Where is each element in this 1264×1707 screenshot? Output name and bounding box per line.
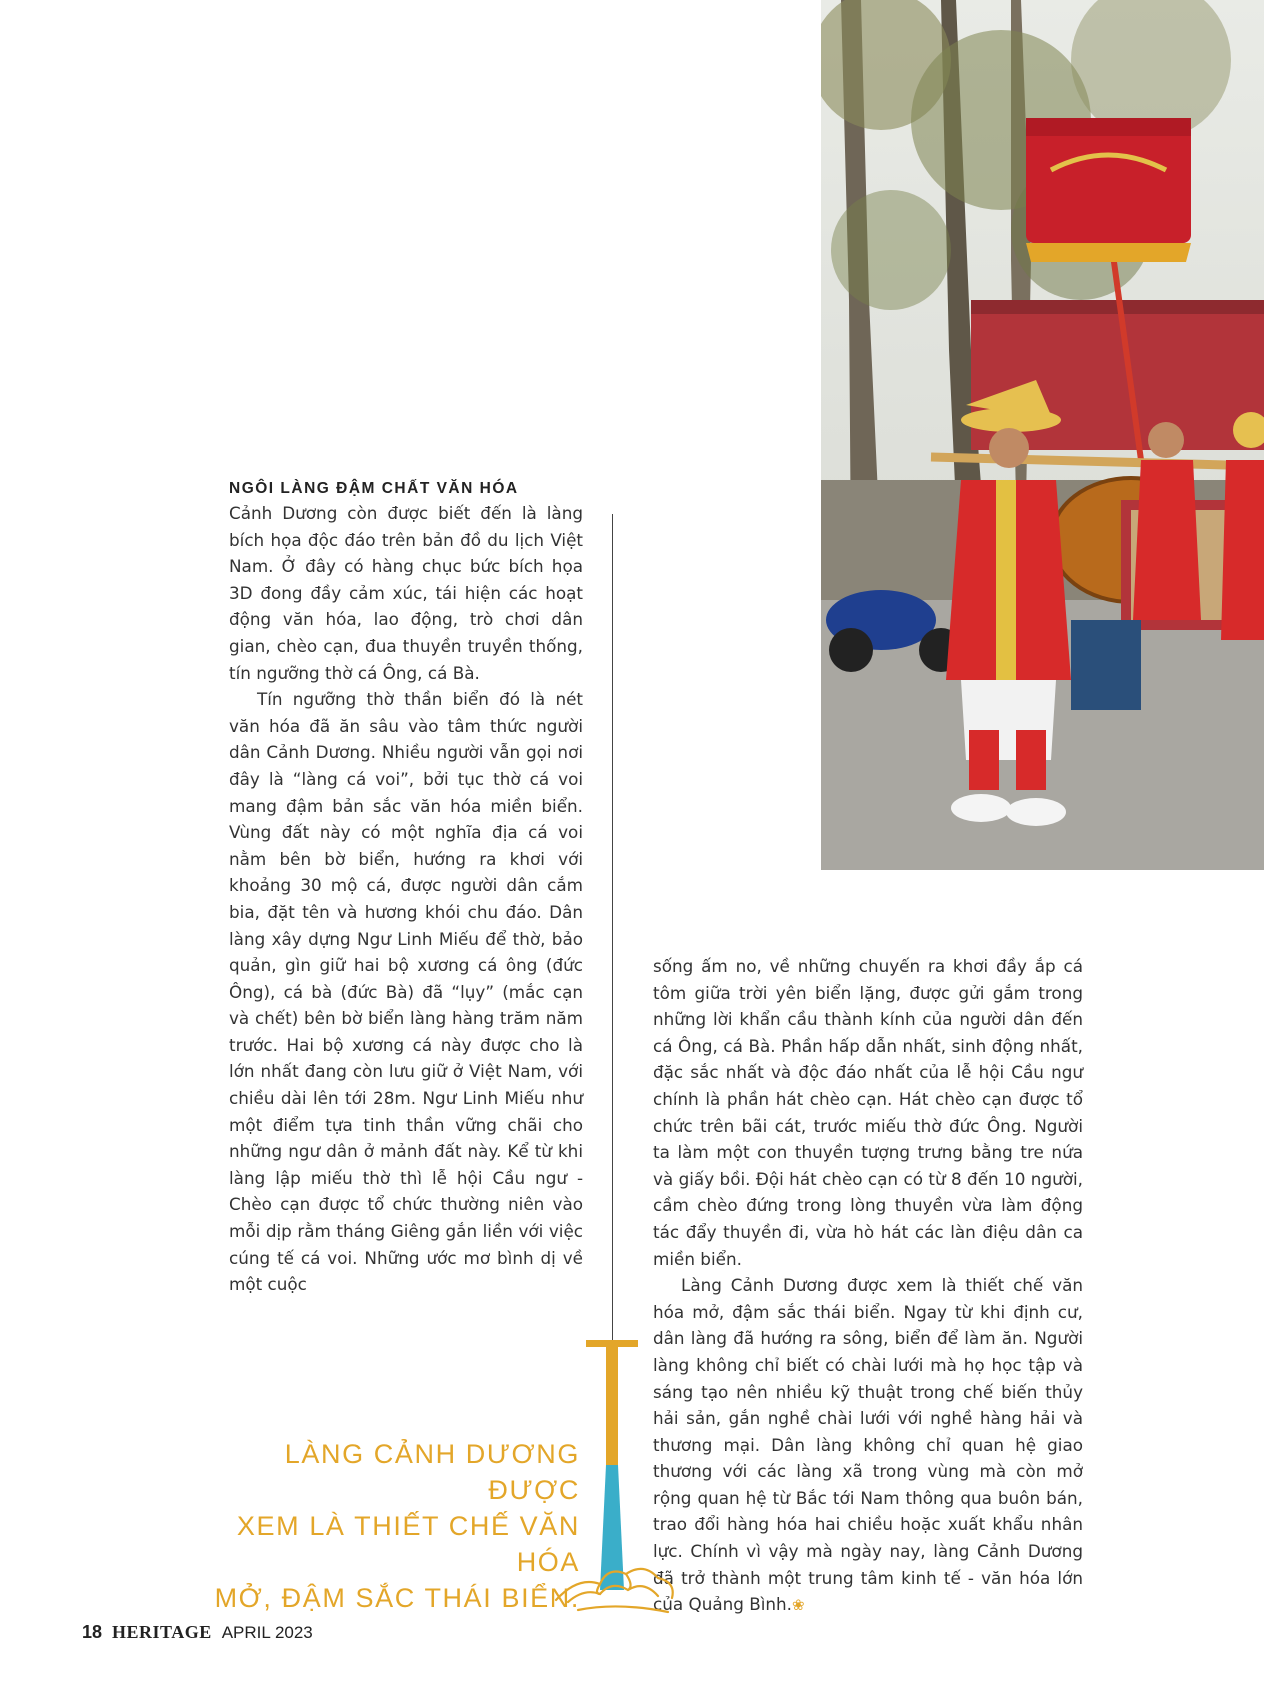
lotus-end-icon: ❀	[792, 1596, 805, 1615]
page-number: 18	[82, 1622, 103, 1642]
magazine-logo: HERITAGE	[112, 1622, 212, 1642]
pull-quote-line: MỞ, ĐẬM SẮC THÁI BIỂN.	[214, 1583, 580, 1613]
column-divider	[612, 514, 613, 1344]
procession-photo	[821, 0, 1264, 870]
pull-quote-line: XEM LÀ THIẾT CHẾ VĂN HÓA	[236, 1511, 580, 1577]
page-footer	[82, 1622, 313, 1643]
section-heading: NGÔI LÀNG ĐẬM CHẤT VĂN HÓA	[229, 480, 519, 497]
pull-quote-line: LÀNG CẢNH DƯƠNG ĐƯỢC	[284, 1439, 580, 1505]
issue-date: APRIL 2023	[221, 1623, 313, 1642]
paragraph: Tín ngưỡng thờ thần biển đó là nét văn hóa đã ăn sâu vào tâm thức người dân Cảnh Dương. Nhiều người vẫn gọi nơi đây là “làng cá voi”, bởi tục thờ cá voi mang đậm bản sắc văn hóa miền biển. Vùng đất này có một nghĩa địa cá voi nằm bên bờ biển, hướng ra khơi với khoảng 30 mộ cá, được người dân cắm bia, đặt tên và hương khói chu đáo. Dân làng xây dựng Ngư Linh Miếu để thờ, bảo quản, gìn giữ hai bộ xương cá ông (đức Ông), cá bà (đức Bà) đã “lụy” (mắc cạn và chết) bên bờ biển làng hàng trăm năm trước. Hai bộ xương cá này được cho là lớn nhất đang còn lưu giữ ở Việt Nam, với chiều dài lên tới 28m. Ngư Linh Miếu như một điểm tựa tinh thần vững chãi cho những ngư dân ở mảnh đất này. Kể từ khi làng lập miếu thờ thì lễ hội Cầu ngư - Chèo cạn được tổ chức thường niên vào mỗi dịp rằm tháng Giêng gắn liền với việc cúng tế cá voi. Những ước mơ bình dị về một cuộc	[229, 689, 583, 1295]
pull-quote	[190, 1436, 580, 1616]
left-column	[229, 500, 583, 1298]
paragraph	[653, 1272, 1083, 1619]
right-column	[653, 953, 1083, 1619]
paragraph: sống ấm no, về những chuyến ra khơi đầy ắp cá tôm giữa trời yên biển lặng, được gửi gắm trong những lời khẩn cầu thành kính của người dân đến cá Ông, cá Bà. Phần hấp dẫn nhất, sinh động nhất, đặc sắc nhất và độc đáo nhất của lễ hội Cầu ngư chính là phần hát chèo cạn. Hát chèo cạn được tổ chức trên bãi cát, trước miếu thờ đức Ông. Người ta làm một con thuyền tượng trưng bằng tre nứa và giấy bồi. Đội hát chèo cạn có từ 8 đến 10 người, cầm chèo đứng trong lòng thuyền vừa làm động tác đẩy thuyền đi, vừa hò hát các làn điệu dân ca miền biển.	[653, 956, 1083, 1269]
oar-cloud-ornament-icon	[548, 1340, 678, 1620]
paragraph-text: Làng Cảnh Dương được xem là thiết chế văn hóa mở, đậm sắc thái biển. Ngay từ khi định cư, dân làng đã hướng ra sông, biển để làm ăn. Người làng không chỉ biết có chài lưới mà họ học tập và sáng tạo nên nhiều kỹ thuật trong chế biến thủy hải sản, gắn nghề chài lưới với nghề hàng hải và thương mại. Dân làng không chỉ quan hệ giao thương với các làng xã trong vùng mà còn mở rộng quan hệ từ Bắc tới Nam thông qua buôn bán, trao đổi hàng hóa hai chiều hoặc xuất khẩu nhân lực. Chính vì vậy mà ngày nay, làng Cảnh Dương đã trở thành một trung tâm kinh tế - văn hóa lớn của Quảng Bình.	[653, 1275, 1083, 1615]
paragraph: Cảnh Dương còn được biết đến là làng bích họa độc đáo trên bản đồ du lịch Việt Nam. Ở đây có hàng chục bức bích họa 3D đong đầy cảm xúc, tái hiện các hoạt động văn hóa, lao động, trò chơi dân gian, chèo cạn, đua thuyền truyền thống, tín ngưỡng thờ cá Ông, cá Bà.	[229, 503, 583, 683]
